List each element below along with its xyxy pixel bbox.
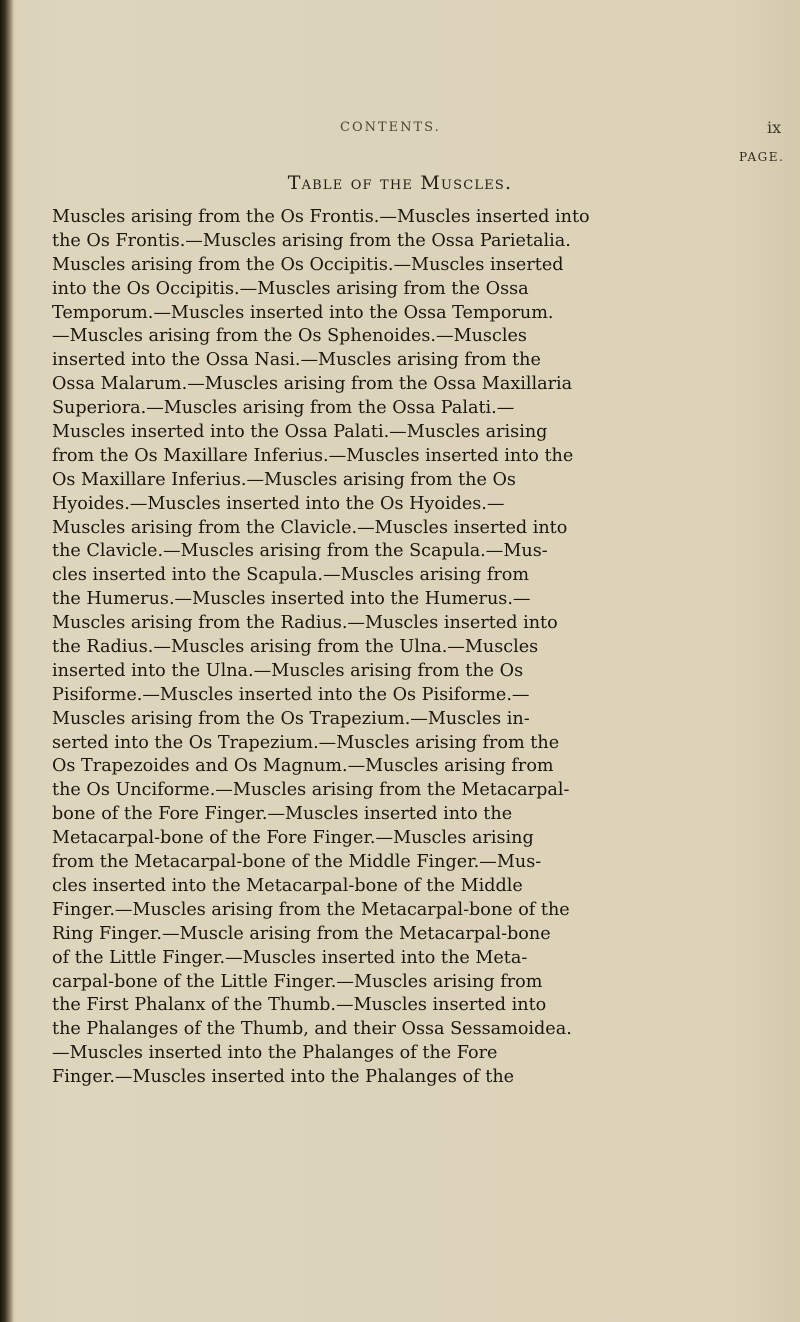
text-line: the Os Unciforme.—Muscles arising from the Metacarpal- (52, 780, 570, 801)
text-line: the Phalanges of the Thumb, and their Ossa Sessamoidea. (52, 1019, 572, 1040)
text-line: Muscles arising from the Radius.—Muscles inserted into (52, 613, 558, 634)
text-line: Pisiforme.—Muscles inserted into the Os Pisiforme.— (52, 684, 530, 705)
text-line: inserted into the Ulna.—Muscles arising from the Os (52, 660, 524, 681)
text-line: Os Maxillare Inferius.—Muscles arising from the Os (52, 469, 516, 490)
text-line: from the Metacarpal-bone of the Middle Finger.—Mus- (52, 852, 542, 873)
text-line: Metacarpal-bone of the Fore Finger.—Muscles arising (52, 828, 534, 849)
text-line: of the Little Finger.—Muscles inserted into the Meta- (52, 947, 528, 968)
text-line: the Humerus.—Muscles inserted into the Humerus.— (52, 589, 531, 610)
running-title: CONTENTS. (340, 120, 441, 135)
text-line: inserted into the Ossa Nasi.—Muscles arising from the (52, 350, 541, 371)
section-title-text: Table of the Muscles. (287, 172, 513, 194)
text-line: Muscles arising from the Clavicle.—Muscles inserted into (52, 517, 568, 538)
page-column-label: PAGE. (739, 150, 785, 164)
text-line: Temporum.—Muscles inserted into the Ossa Temporum. (52, 302, 554, 323)
text-line: bone of the Fore Finger.—Muscles inserted into the (52, 804, 513, 825)
text-line: Finger.—Muscles inserted into the Phalanges of the (52, 1067, 515, 1088)
text-line: cles inserted into the Metacarpal-bone of the Middle (52, 875, 523, 896)
text-line: the Clavicle.—Muscles arising from the Scapula.—Mus- (52, 541, 548, 562)
page-number: ix (767, 118, 782, 137)
text-line: the First Phalanx of the Thumb.—Muscles inserted into (52, 995, 547, 1016)
text-line: carpal-bone of the Little Finger.—Muscles arising from (52, 971, 543, 992)
text-line: —Muscles inserted into the Phalanges of the Fore (52, 1043, 498, 1064)
text-line: Os Trapezoides and Os Magnum.—Muscles arising from (52, 756, 554, 777)
text-line: Muscles inserted into the Ossa Palati.—Muscles arising (52, 422, 548, 443)
text-line: Hyoides.—Muscles inserted into the Os Hyoides.— (52, 493, 505, 514)
text-line: Superiora.—Muscles arising from the Ossa Palati.— (52, 398, 515, 419)
text-line: from the Os Maxillare Inferius.—Muscles inserted into the (52, 445, 574, 466)
text-line: Ring Finger.—Muscle arising from the Metacarpal-bone (52, 923, 551, 944)
text-line: Muscles arising from the Os Occipitis.—Muscles inserted (52, 254, 564, 275)
text-line: Ossa Malarum.—Muscles arising from the Ossa Maxillaria (52, 374, 573, 395)
text-line: serted into the Os Trapezium.—Muscles arising from the (52, 732, 560, 753)
text-line: the Radius.—Muscles arising from the Ulna.—Muscles (52, 637, 539, 658)
text-line: Muscles arising from the Os Frontis.—Muscles inserted into (52, 207, 590, 227)
text-line: into the Os Occipitis.—Muscles arising from the Ossa (52, 278, 529, 299)
text-line: Finger.—Muscles arising from the Metacarpal-bone of the (52, 899, 570, 920)
contents-paragraph (52, 206, 672, 1090)
text-line: the Os Frontis.—Muscles arising from the Ossa Parietalia. (52, 230, 571, 251)
section-title (0, 172, 800, 194)
text-line: —Muscles arising from the Os Sphenoides.—Muscles (52, 326, 527, 347)
text-line: cles inserted into the Scapula.—Muscles arising from (52, 565, 530, 586)
running-head (0, 118, 800, 142)
text-line: Muscles arising from the Os Trapezium.—Muscles in- (52, 708, 530, 729)
page-binding-shadow (0, 0, 14, 1322)
